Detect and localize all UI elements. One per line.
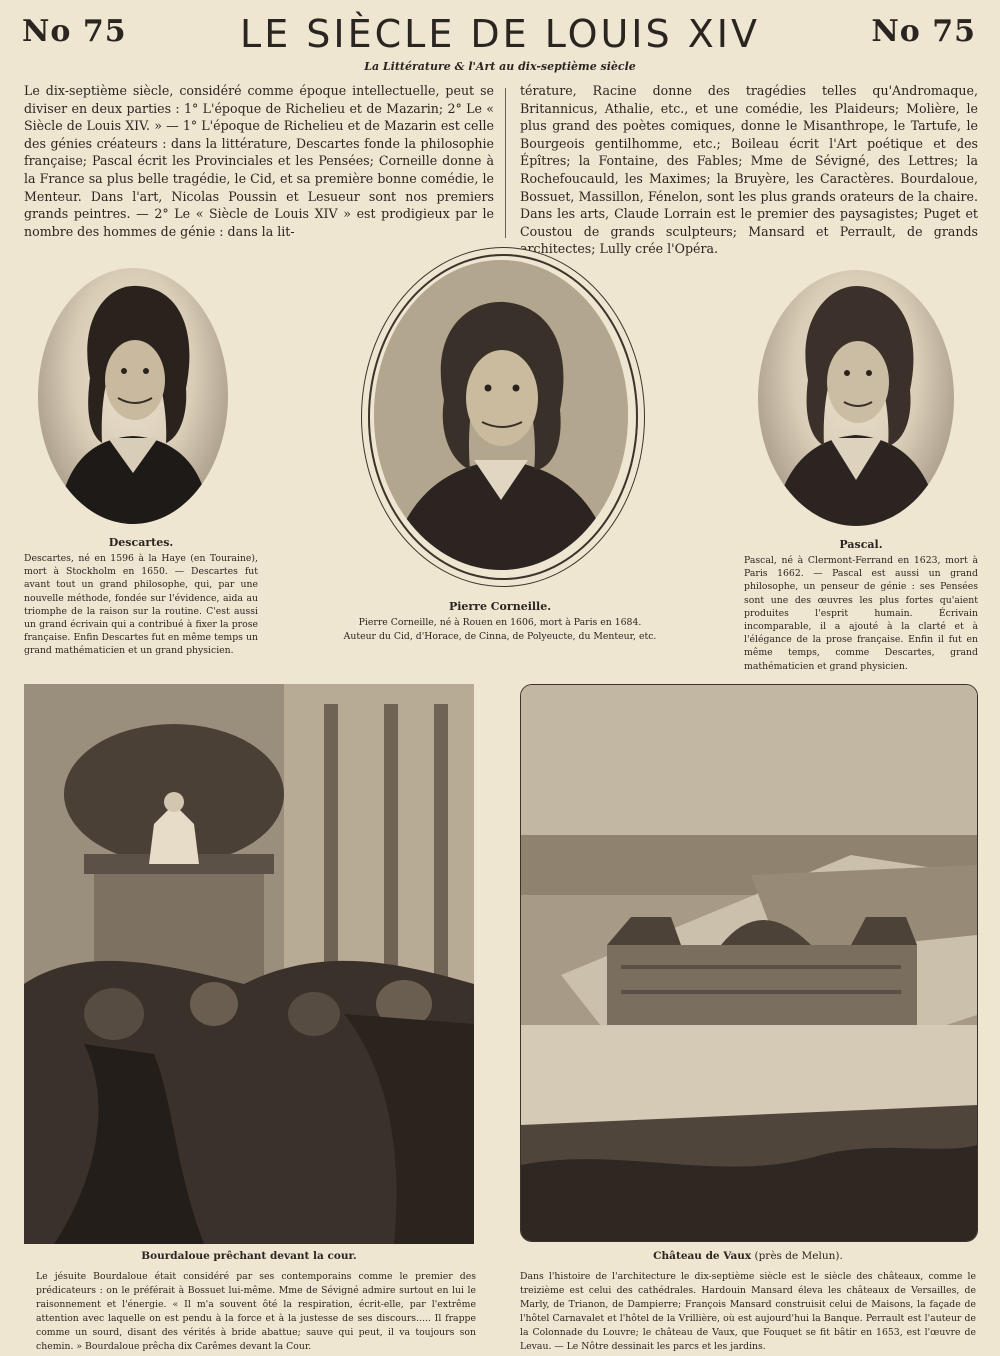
bourdaloue-engraving — [24, 684, 474, 1244]
intro-column-right: térature, Racine donne des tragédies telles qu'Andromaque, Britannicus, Athalie, etc., et une comédie, les Plaideurs; Molière, le plus grand des poètes comiques, donne le Misanthrope, le Tartufe, le Bourgeois gentilhomme, etc.; Boileau écrit l'Art poétique et des Épîtres; la Fontaine, des Fables; Mme de Sévigné, des Lettres; la Rochefoucauld, les Maximes; la Bruyère, les Caractères. Bourdaloue, Bossuet, Massillon, Fénelon, sont les plus grands orateurs de la chaire. Dans les arts, Claude Lorrain est le premier des paysagistes; Puget et Coustou de grands sculpteurs; Mansard et Perrault, de grands architectes; Lully crée l'Opéra. — [520, 83, 978, 257]
pascal-portrait — [758, 270, 954, 526]
corneille-caption-title: Pierre Corneille. — [448, 600, 552, 613]
column-divider — [505, 88, 506, 238]
vaux-engraving — [520, 684, 978, 1242]
vaux-caption-title-suffix: (près de Melun). — [751, 1250, 843, 1262]
corneille-caption-line2: Auteur du Cid, d'Horace, de Cinna, de Polyeucte, du Menteur, etc. — [343, 631, 657, 642]
bourdaloue-caption-title: Bourdaloue prêchant devant la cour. — [141, 1250, 357, 1262]
page-subtitle: La Littérature & l'Art au dix-septième siècle — [364, 60, 636, 73]
descartes-caption-title: Descartes. — [108, 536, 174, 549]
pascal-caption-title: Pascal. — [839, 538, 883, 551]
page-number-right: No 75 — [871, 14, 976, 49]
page-title: LE SIÈCLE DE LOUIS XIV — [240, 12, 760, 56]
vaux-caption-title-main: Château de Vaux — [653, 1250, 752, 1262]
descartes-caption-text: Descartes, né en 1596 à la Haye (en Touraine), mort à Stockholm en 1650. — Descartes fut avant tout un grand philosophe, qui, par une nouvelle méthode, fondée sur l'évidence, aida au triomphe de la raison sur la routine. C'est aussi un grand écrivain qui a contribué à fixer la prose française. Enfin Descartes fut en même temps un grand mathématicien et un grand physicien. — [24, 553, 258, 657]
bourdaloue-caption-text: Le jésuite Bourdaloue était considéré par ses contemporains comme le premier des prédicateurs : on le préférait à Bossuet lui-même. Mme de Sévigné admire surtout en lui le raisonnement et l'énergie. « Il m'a souvent ôté la respiration, écrit-elle, par l'extrême attention avec laquelle on est pendu à la force et à la justesse de ses discours..... Il frappe comme un sourd, disant des vérités à bride abattue; sauve qui peut, il va toujours son chemin. » Bourdaloue prêcha dix Carêmes devant la Cour. — [36, 1271, 476, 1352]
vaux-caption-text: Dans l'histoire de l'architecture le dix-septième siècle est le siècle des châteaux, comme le treizième est celui des cathédrales. Hardouin Mansard éleva les châteaux de Versailles, de Marly, de Trianon, de Dampierre; François Mansard construisit celui de Maisons, la façade de l'hôtel Carnavalet et l'hôtel de la Vrillière, où est aujourd'hui la Banque. Perrault est l'auteur de la Colonnade du Louvre; le château de Vaux, que Fouquet se fit bâtir en 1653, est l'œuvre de Levau. — Le Nôtre dessinait les parcs et les jardins. — [520, 1271, 976, 1352]
vaux-caption-title — [520, 1250, 976, 1262]
intro-column-left: Le dix-septième siècle, considéré comme époque intellectuelle, peut se diviser en deux parties : 1° L'époque de Richelieu et de Mazarin; 2° Le « Siècle de Louis XIV. » — 1° L'époque de Richelieu et de Mazarin est celle des génies créateurs : dans la littérature, Descartes fonde la philosophie française; Pascal écrit les Provinciales et les Pensées; Corneille donne à la France sa plus belle tragédie, le Cid, et sa première bonne comédie, le Menteur. Dans l'art, Nicolas Poussin et Lesueur sont nos premiers grands peintres. — 2° Le « Siècle de Louis XIV » est prodigieux par le nombre des hommes de génie : dans la lit- — [24, 83, 494, 239]
page-number-left: No 75 — [22, 14, 127, 49]
corneille-portrait — [374, 260, 628, 570]
pascal-caption-text: Pascal, né à Clermont-Ferrand en 1623, mort à Paris 1662. — Pascal est aussi un grand philosophe, un penseur de génie : ses Pensées sont une des œuvres les plus fortes qu'aient produites l'esprit humain. Écrivain incomparable, il a ajouté à la clarté et à l'élégance de la prose française. Enfin il fut en même temps, comme Descartes, grand mathématicien et grand physicien. — [744, 555, 978, 672]
corneille-caption-line1: Pierre Corneille, né à Rouen en 1606, mort à Paris en 1684. — [358, 617, 642, 628]
descartes-portrait — [38, 268, 228, 524]
